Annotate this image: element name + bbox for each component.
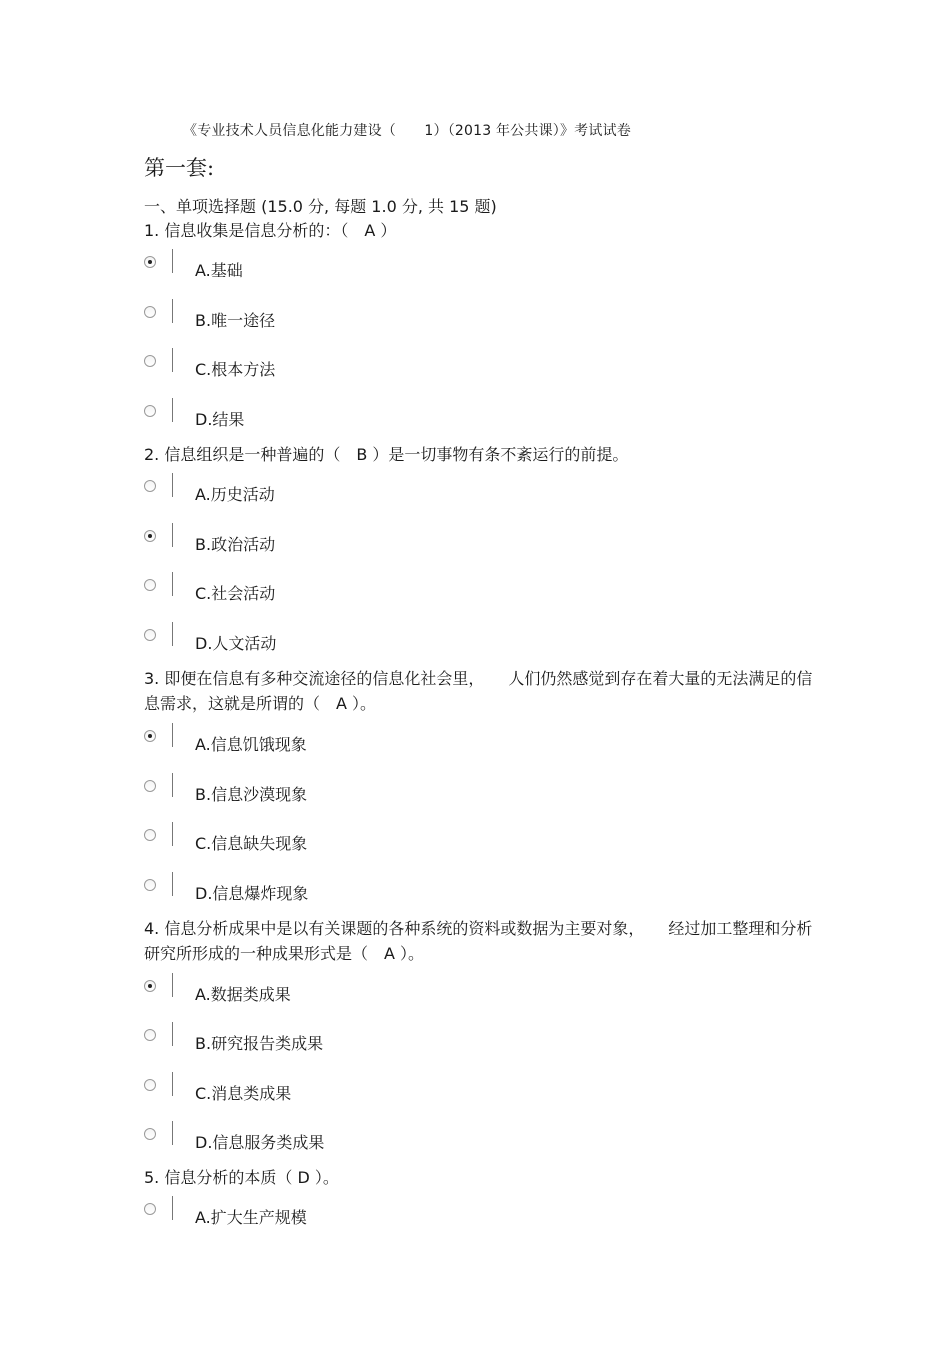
option-label: A.信息饥饿现象 [195,735,307,754]
question-3: 3. 即便在信息有多种交流途径的信息化社会里， 人们仍然感觉到存在着大量的无法满足的信息需求，这就是所谓的（ A ）。 [144,669,813,713]
option-3a[interactable] [144,730,544,760]
separator [172,523,173,547]
option-label: D.信息爆炸现象 [195,884,309,903]
option-label: B.信息沙漠现象 [195,785,308,804]
question-1: 1. 信息收集是信息分析的：（ A ） [144,221,397,240]
radio-button[interactable] [144,829,156,841]
option-label: A.基础 [195,261,243,280]
option-label: B.政治活动 [195,535,276,554]
radio-button[interactable] [144,1079,156,1091]
set-title: 第一套: [144,156,215,180]
section-heading: 一、单项选择题 (15.0 分, 每题 1.0 分, 共 15 题) [144,197,497,216]
option-4c[interactable] [144,1079,544,1109]
question-4: 4. 信息分析成果中是以有关课题的各种系统的资料或数据为主要对象， 经过加工整理和分析研究所形成的一种成果形式是（ A ）。 [144,919,813,963]
option-1c[interactable] [144,355,544,385]
option-label: B.唯一途径 [195,311,276,330]
radio-button[interactable] [144,980,156,992]
option-label: B.研究报告类成果 [195,1034,324,1053]
option-label: A.历史活动 [195,485,275,504]
radio-button[interactable] [144,1029,156,1041]
radio-button[interactable] [144,405,156,417]
separator [172,1072,173,1096]
option-3c[interactable] [144,829,544,859]
radio-button[interactable] [144,730,156,742]
option-5a[interactable] [144,1203,544,1233]
separator [172,1121,173,1145]
option-4a[interactable] [144,980,544,1010]
option-2d[interactable] [144,629,544,659]
radio-button[interactable] [144,879,156,891]
option-label: C.消息类成果 [195,1084,292,1103]
option-label: A.扩大生产规模 [195,1208,307,1227]
separator [172,398,173,422]
option-3b[interactable] [144,780,544,810]
radio-button[interactable] [144,256,156,268]
radio-button[interactable] [144,629,156,641]
question-2: 2. 信息组织是一种普遍的（ B ）是一切事物有条不紊运行的前提。 [144,445,629,464]
separator [172,473,173,497]
separator [172,723,173,747]
option-2b[interactable] [144,530,544,560]
option-4b[interactable] [144,1029,544,1059]
radio-button[interactable] [144,355,156,367]
separator [172,1196,173,1220]
separator [172,622,173,646]
radio-button[interactable] [144,480,156,492]
option-1d[interactable] [144,405,544,435]
option-1a[interactable] [144,256,544,286]
option-label: A.数据类成果 [195,985,291,1004]
document-title: 《专业技术人员信息化能力建设（ 1）（2013 年公共课）》考试试卷 [183,123,631,139]
separator [172,872,173,896]
radio-button[interactable] [144,780,156,792]
option-label: D.信息服务类成果 [195,1133,325,1152]
separator [172,773,173,797]
radio-button[interactable] [144,1203,156,1215]
radio-button[interactable] [144,530,156,542]
separator [172,348,173,372]
separator [172,299,173,323]
separator [172,973,173,997]
option-4d[interactable] [144,1128,544,1158]
option-label: D.结果 [195,410,245,429]
radio-button[interactable] [144,579,156,591]
separator [172,822,173,846]
option-label: D.人文活动 [195,634,277,653]
option-label: C.社会活动 [195,584,276,603]
separator [172,1022,173,1046]
option-label: C.根本方法 [195,360,276,379]
question-5: 5. 信息分析的本质（ D ）。 [144,1168,339,1187]
option-label: C.信息缺失现象 [195,834,308,853]
separator [172,572,173,596]
option-2a[interactable] [144,480,544,510]
option-1b[interactable] [144,306,544,336]
radio-button[interactable] [144,306,156,318]
option-2c[interactable] [144,579,544,609]
separator [172,249,173,273]
radio-button[interactable] [144,1128,156,1140]
option-3d[interactable] [144,879,544,909]
